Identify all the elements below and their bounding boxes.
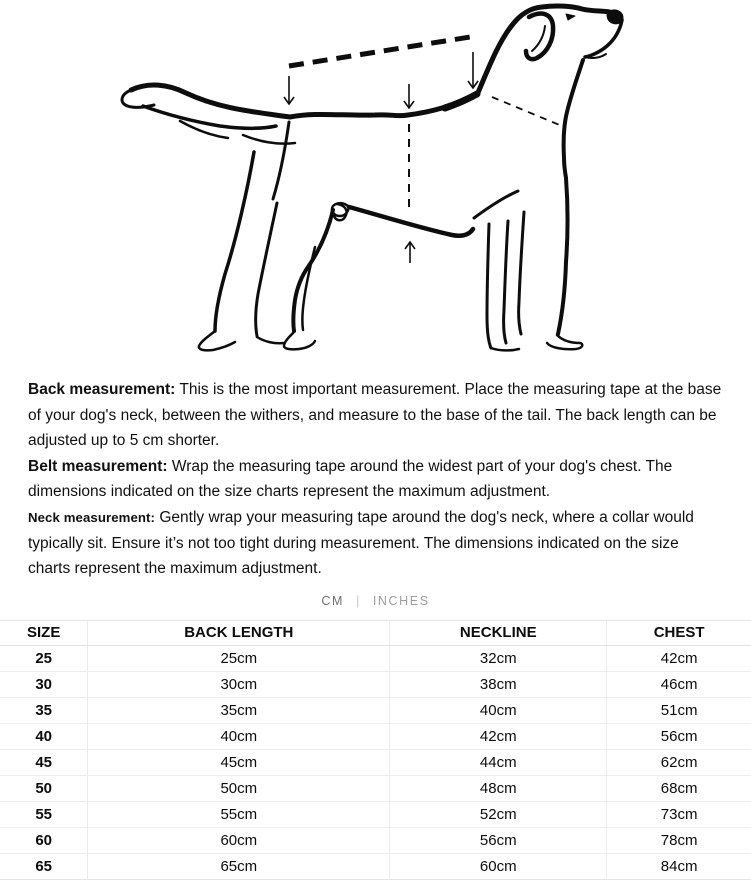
value-cell: 55cm — [88, 801, 390, 827]
size-cell: 55 — [0, 801, 88, 827]
measurement-instructions — [0, 366, 751, 584]
table-row — [0, 827, 751, 853]
back-length-dashed-line — [289, 37, 470, 66]
value-cell: 40cm — [390, 697, 607, 723]
unit-toggle-divider: | — [355, 593, 361, 608]
size-cell: 50 — [0, 775, 88, 801]
header-chest: CHEST — [607, 620, 751, 645]
value-cell: 84cm — [660, 857, 698, 875]
value-cell: 32cm — [390, 645, 607, 671]
table-row — [0, 697, 751, 723]
neck-measurement-text: Gently wrap your measuring tape around the dog's neck, where a collar would typically sit. Ensure it’s not too tight during measurement. The dimensions indicated on the size charts represent the maximum adjustment. — [28, 508, 694, 578]
value-cell: 44cm — [390, 749, 607, 775]
dog-line-art — [0, 0, 751, 366]
header-neckline: NECKLINE — [390, 620, 607, 645]
value-cell: 35cm — [88, 697, 390, 723]
value-cell: 65cm — [88, 853, 390, 879]
size-cell: 40 — [0, 723, 88, 749]
unit-toggle-cm[interactable]: CM — [321, 593, 344, 608]
belt-measurement-paragraph — [28, 454, 725, 505]
unit-toggle-inches[interactable]: INCHES — [372, 593, 430, 608]
size-table-body — [0, 645, 751, 879]
value-cell: 50cm — [88, 775, 390, 801]
table-row — [0, 853, 751, 879]
value-cell: 48cm — [390, 775, 607, 801]
belt-measurement-text: Wrap the measuring tape around the widest part of your dog's chest. The dimensions indicated on the size charts represent the maximum adjustment. — [28, 457, 673, 501]
down-arrow-tail-icon — [284, 76, 294, 104]
up-arrow-belly-icon — [405, 242, 415, 263]
table-row — [0, 645, 751, 671]
value-cell: 60cm — [88, 827, 390, 853]
size-cell: 35 — [0, 697, 88, 723]
value-cell: 56cm — [607, 723, 751, 749]
belt-measurement-label: Belt measurement: — [28, 457, 168, 475]
value-cell: 25cm — [88, 645, 390, 671]
value-cell: 42cm — [607, 645, 751, 671]
unit-toggle — [0, 591, 751, 611]
neck-dashed-line — [492, 97, 562, 126]
value-cell: 73cm — [607, 801, 751, 827]
value-cell: 46cm — [607, 671, 751, 697]
value-cell: 42cm — [390, 723, 607, 749]
size-chart-table — [0, 620, 751, 880]
value-cell: 52cm — [390, 801, 607, 827]
back-measurement-label: Back measurement: — [28, 381, 176, 398]
value-cell: 56cm — [390, 827, 607, 853]
dog-outline-drawing — [122, 6, 623, 350]
down-arrow-withers-icon — [468, 52, 478, 88]
dog-measurement-diagram — [0, 0, 751, 366]
back-measurement-paragraph — [28, 377, 725, 454]
size-cell: 65 — [0, 853, 88, 879]
table-row — [0, 723, 751, 749]
header-size: SIZE — [0, 620, 88, 645]
size-cell: 25 — [0, 645, 88, 671]
neck-measurement-label: Neck measurement: — [28, 509, 156, 525]
value-cell: 30cm — [88, 671, 390, 697]
table-header-row — [0, 620, 751, 645]
value-cell: 38cm — [390, 671, 607, 697]
value-cell: 51cm — [607, 697, 751, 723]
table-row — [0, 749, 751, 775]
size-cell: 30 — [0, 671, 88, 697]
value-cell: 45cm — [88, 749, 390, 775]
value-cell: 78cm — [607, 827, 751, 853]
value-cell: 62cm — [607, 749, 751, 775]
value-cell: 40cm — [88, 723, 390, 749]
down-arrow-midback-icon — [404, 84, 414, 108]
size-cell: 60 — [0, 827, 88, 853]
table-row — [0, 775, 751, 801]
neck-measurement-paragraph — [28, 505, 725, 582]
table-row — [0, 671, 751, 697]
back-measurement-text: This is the most important measurement. Place the measuring tape at the base of your dog's neck, between the withers, and measure to the base of the tail. The back length can be adjusted up to 5 cm shorter. — [28, 381, 722, 450]
value-cell: 68cm — [607, 775, 751, 801]
size-cell: 45 — [0, 749, 88, 775]
table-row — [0, 801, 751, 827]
value-cell: 60cm — [390, 853, 607, 879]
header-back-length: BACK LENGTH — [88, 620, 390, 645]
